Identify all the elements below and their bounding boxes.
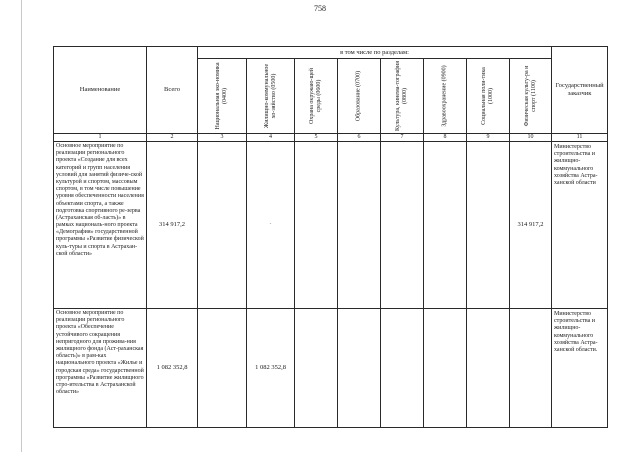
- column-number: 2: [147, 134, 198, 142]
- row-value-1000: [467, 309, 510, 428]
- page-edge-line: [21, 0, 22, 452]
- row-value-0700: [338, 142, 381, 309]
- header-section-0600: Охрана окружаю-щей среды (0600): [295, 59, 338, 134]
- row-value-0800: [381, 309, 424, 428]
- row-total: 1 082 352,8: [147, 309, 198, 428]
- header-section-0800: Культура, кинема-тография (0800): [381, 59, 424, 134]
- column-number: 10: [510, 134, 552, 142]
- row-name: Основное мероприятие по реализации регионального проекта «Создание для всех категорий и групп населения условий для занятий физиче-ской культурой и спортом, массовым спортом, в том числе повышение уровня обеспеченности населения объектами спорта, а также подготовка спортивного ре-зерва (Астраханская об-ласть)» в рамках националь-ного проекта «Демография» государственной программы «Развитие физической куль-туры и спорта в Астрахан-ской области»: [54, 142, 147, 309]
- row-value-0700: [338, 309, 381, 428]
- budget-table: [53, 46, 608, 428]
- header-section-1000: Социальная поли-тика (1000): [467, 59, 510, 134]
- header-row-1: [54, 47, 608, 59]
- header-section-0500: Жилищно-коммунальное хо-зяйство (0500): [247, 59, 295, 134]
- row-value-0900: [424, 142, 467, 309]
- row-value-1100: [510, 309, 552, 428]
- header-section-0900: Здравоохранение (0900): [424, 59, 467, 134]
- header-total: Всего: [147, 47, 198, 134]
- column-number: 3: [198, 134, 247, 142]
- row-value-0500: -: [247, 142, 295, 309]
- row-value-0400: [198, 142, 247, 309]
- column-number: 5: [295, 134, 338, 142]
- header-sections-caption: в том числе по разделам:: [198, 47, 552, 59]
- column-number: 7: [381, 134, 424, 142]
- row-value-0500: 1 082 352,8: [247, 309, 295, 428]
- header-name: Наименование: [54, 47, 147, 134]
- row-value-0800: [381, 142, 424, 309]
- header-section-0700: Образование (0700): [338, 59, 381, 134]
- column-number: 11: [552, 134, 608, 142]
- column-number: 9: [467, 134, 510, 142]
- header-section-0400: Национальная эко-номика (0400): [198, 59, 247, 134]
- row-customer: Министерство строительства и жилищно-коммунального хозяйства Астра-ханской области: [552, 142, 608, 309]
- row-value-0600: [295, 142, 338, 309]
- page-number: 758: [314, 4, 326, 13]
- column-number: 1: [54, 134, 147, 142]
- row-value-0900: [424, 309, 467, 428]
- column-number: 6: [338, 134, 381, 142]
- row-total: 314 917,2: [147, 142, 198, 309]
- row-value-0600: [295, 309, 338, 428]
- row-value-1000: [467, 142, 510, 309]
- header-section-1100: Физическая культу-ра и спорт (1100): [510, 59, 552, 134]
- row-value-1100: 314 917,2: [510, 142, 552, 309]
- table-row: [54, 142, 608, 309]
- column-number: 4: [247, 134, 295, 142]
- header-customer: Государственный заказчик: [552, 47, 608, 134]
- row-value-0400: [198, 309, 247, 428]
- row-name: Основное мероприятие по реализации регионального проекта «Обеспечение устойчивого сокращения непригодного для прожива-ния жилищного фонда (Аст-раханская область)» в рам-ках национального проекта «Жилье и городская среда» государственной программы «Развитие жилищного стро-ительства в Астраханской области»: [54, 309, 147, 428]
- row-customer: Министерство строительства и жилищно-коммунального хозяйства Астра-ханской области.: [552, 309, 608, 428]
- table-row: [54, 309, 608, 428]
- column-number: 8: [424, 134, 467, 142]
- column-number-row: [54, 134, 608, 142]
